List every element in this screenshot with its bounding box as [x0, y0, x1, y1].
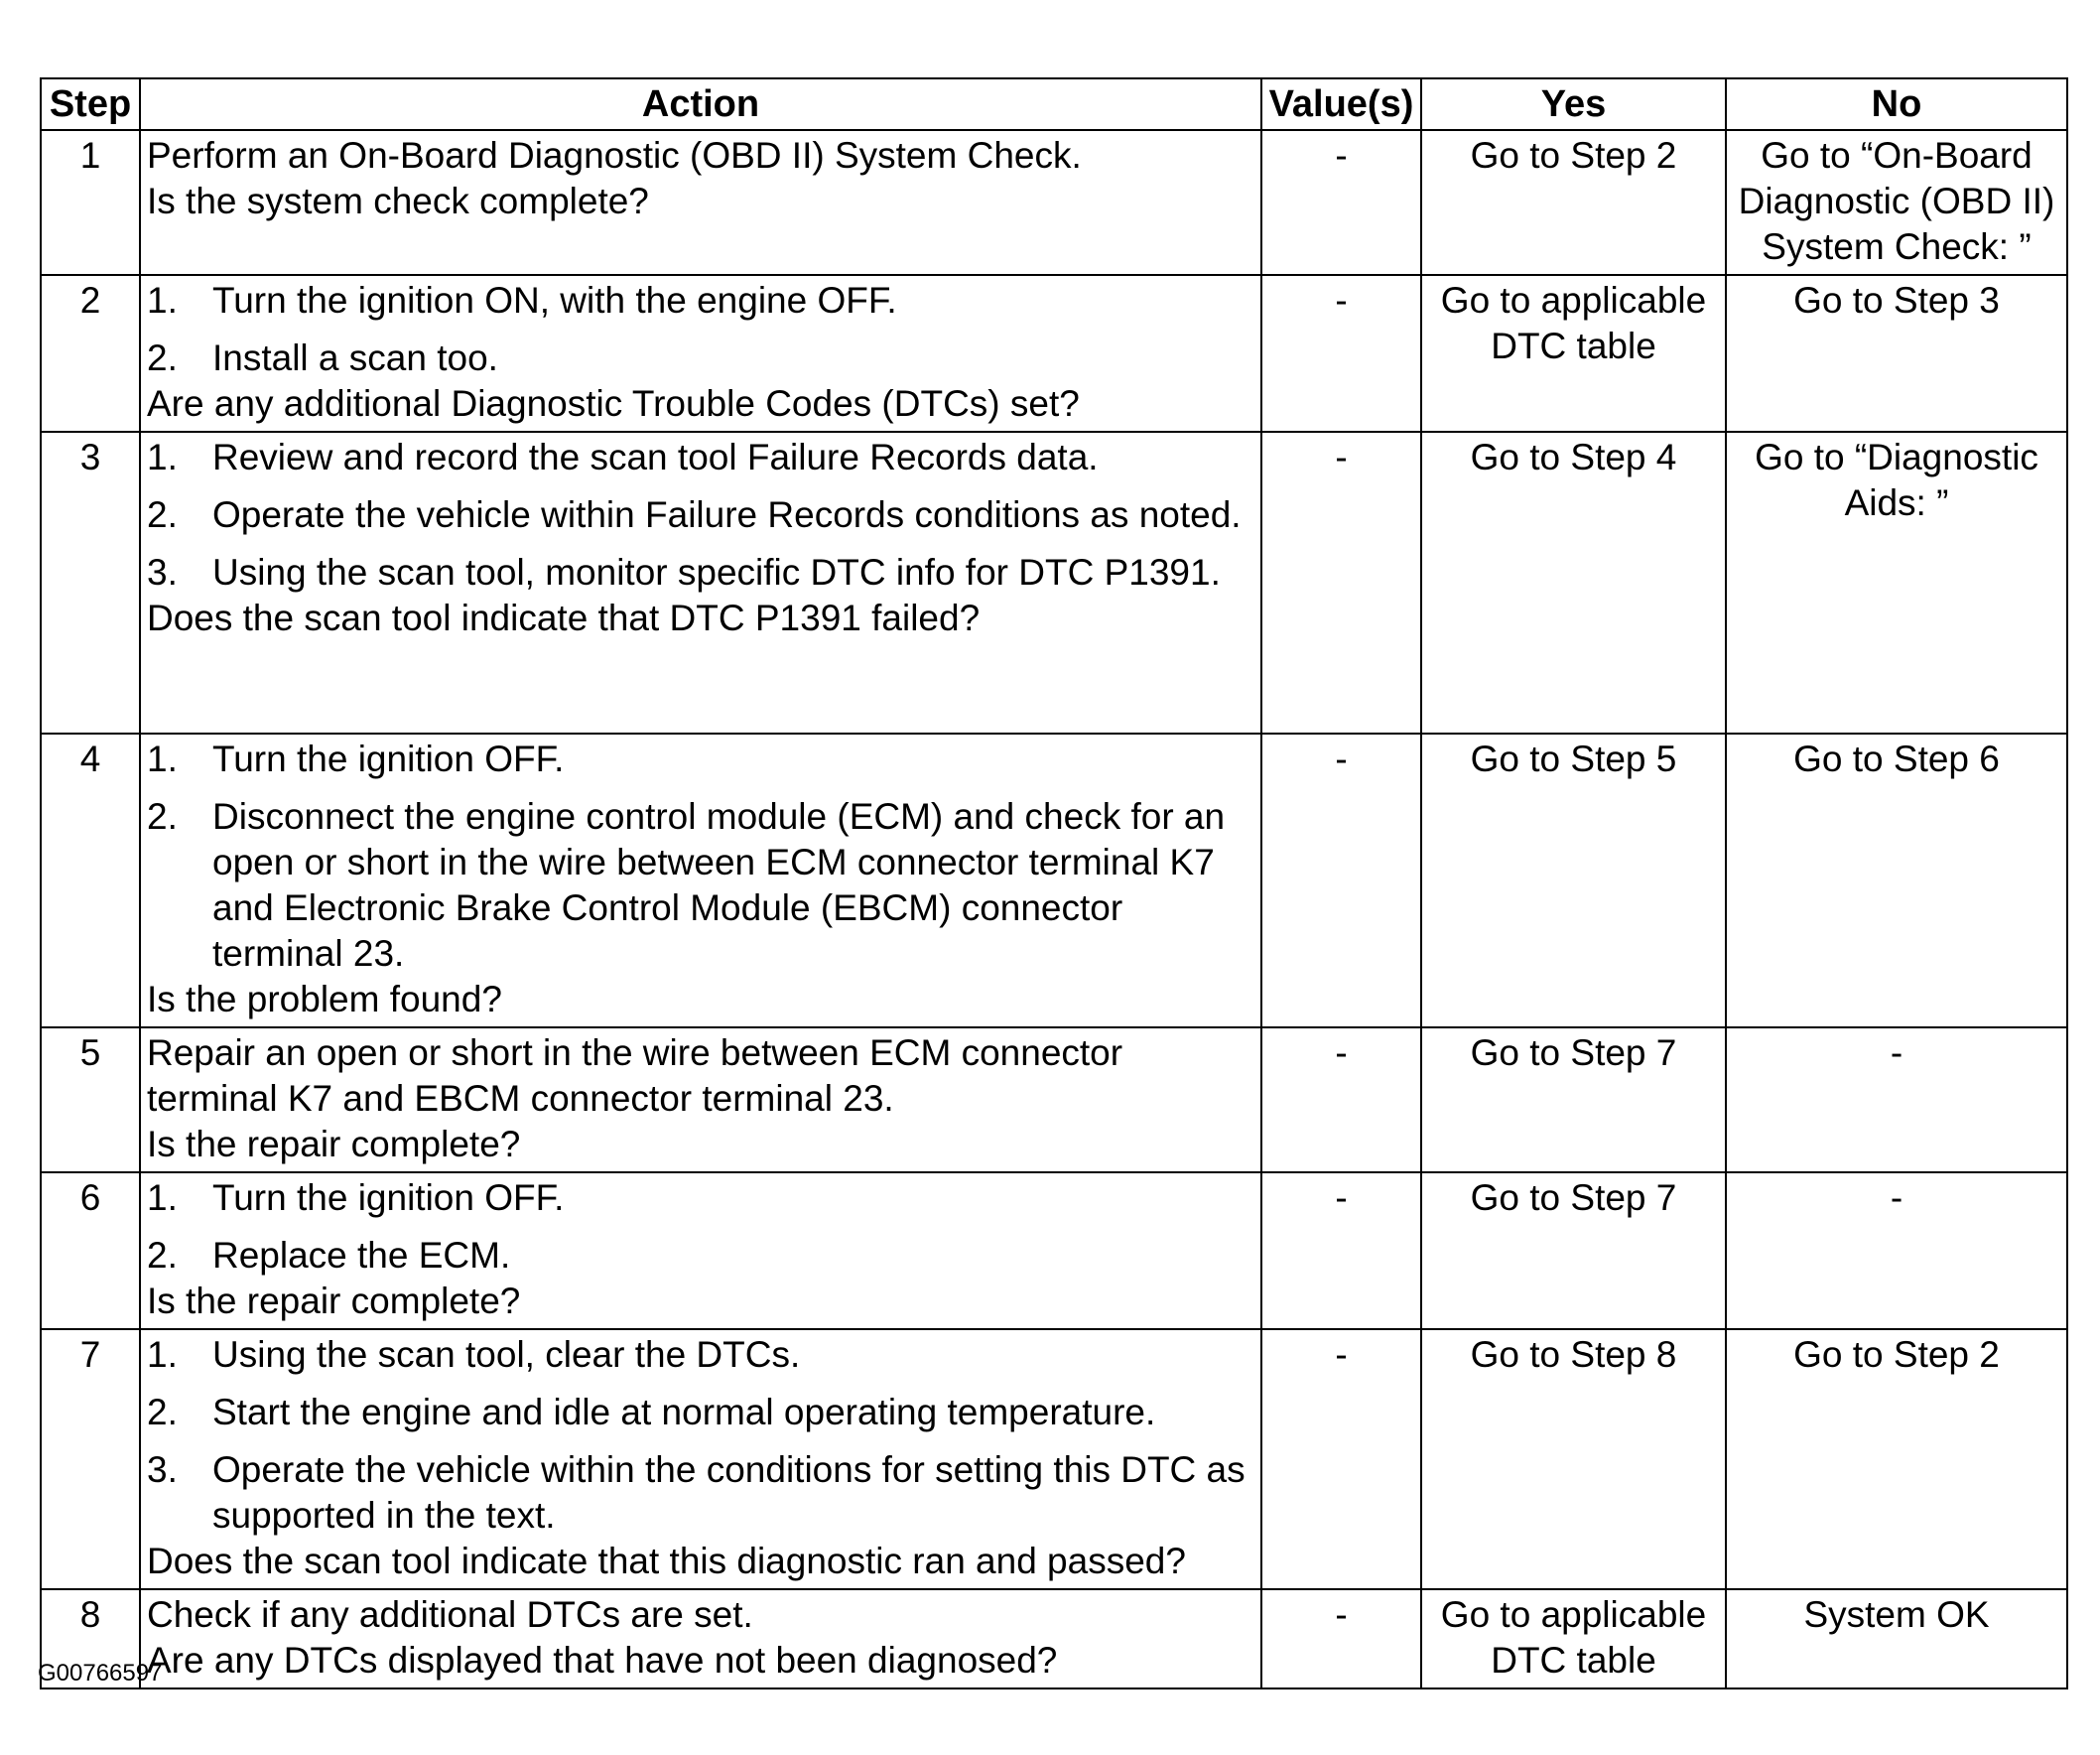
yes-cell: Go to Step 2: [1421, 130, 1726, 275]
action-step-text: Operate the vehicle within Failure Records conditions as noted.: [212, 494, 1242, 535]
action-step-item: [147, 492, 1254, 538]
diagnostic-table: [40, 77, 2068, 1689]
action-step-text: Start the engine and idle at normal operating temperature.: [212, 1392, 1156, 1432]
step-number: 1: [41, 130, 140, 275]
yes-cell: Go to Step 7: [1421, 1027, 1726, 1172]
action-cell: [140, 1589, 1261, 1688]
table-body: [41, 130, 2067, 1688]
table-row: [41, 432, 2067, 734]
values-cell: -: [1261, 734, 1421, 1027]
action-step-item: [147, 336, 1254, 381]
action-step-text: Using the scan tool, monitor specific DTC info for DTC P1391.: [212, 552, 1221, 593]
action-step-item: [147, 1332, 1254, 1378]
action-step-number: 2.: [147, 796, 178, 837]
action-step-item: [147, 1175, 1254, 1221]
action-cell: [140, 130, 1261, 275]
action-step-item: [147, 794, 1254, 977]
values-cell: -: [1261, 1172, 1421, 1329]
action-step-list: [147, 435, 1254, 596]
header-no: No: [1726, 78, 2067, 130]
action-step-item: [147, 1233, 1254, 1279]
action-step-text: Install a scan too.: [212, 338, 498, 378]
values-cell: -: [1261, 1589, 1421, 1688]
action-step-number: 3.: [147, 1449, 178, 1490]
action-step-text: Turn the ignition OFF.: [212, 739, 565, 779]
action-step-item: [147, 737, 1254, 782]
action-step-list: [147, 1175, 1254, 1279]
step-number: 3: [41, 432, 140, 734]
action-step-text: Using the scan tool, clear the DTCs.: [212, 1334, 801, 1375]
header-action: Action: [140, 78, 1261, 130]
step-number: 5: [41, 1027, 140, 1172]
action-step-number: 1.: [147, 280, 178, 321]
action-question: Is the problem found?: [147, 979, 502, 1019]
step-number: 6: [41, 1172, 140, 1329]
action-step-text: Turn the ignition ON, with the engine OFF.: [212, 280, 897, 321]
action-text: Perform an On-Board Diagnostic (OBD II) System Check.: [147, 135, 1082, 176]
values-cell: -: [1261, 130, 1421, 275]
header-values: Value(s): [1261, 78, 1421, 130]
yes-cell: Go to Step 7: [1421, 1172, 1726, 1329]
action-step-item: [147, 435, 1254, 480]
values-cell: -: [1261, 1329, 1421, 1589]
action-step-item: [147, 278, 1254, 324]
action-text: Check if any additional DTCs are set.: [147, 1594, 753, 1635]
action-question: Is the system check complete?: [147, 181, 649, 221]
table-row: [41, 1172, 2067, 1329]
yes-cell: Go to Step 5: [1421, 734, 1726, 1027]
no-cell: -: [1726, 1172, 2067, 1329]
action-step-number: 2.: [147, 1392, 178, 1432]
action-step-text: Operate the vehicle within the conditions for setting this DTC as supported in the text.: [212, 1449, 1246, 1536]
step-number: 8: [41, 1589, 140, 1688]
values-cell: -: [1261, 275, 1421, 432]
figure-id: G00766597: [38, 1660, 163, 1687]
action-question: Is the repair complete?: [147, 1124, 521, 1164]
header-step: Step: [41, 78, 140, 130]
header-yes: Yes: [1421, 78, 1726, 130]
step-number: 4: [41, 734, 140, 1027]
table-row: [41, 1589, 2067, 1688]
yes-cell: Go to Step 8: [1421, 1329, 1726, 1589]
table-header-row: [41, 78, 2067, 130]
yes-cell: Go to applicable DTC table: [1421, 275, 1726, 432]
action-step-number: 1.: [147, 437, 178, 477]
values-cell: -: [1261, 1027, 1421, 1172]
table-row: [41, 1329, 2067, 1589]
action-cell: [140, 734, 1261, 1027]
action-step-text: Replace the ECM.: [212, 1235, 511, 1276]
values-cell: -: [1261, 432, 1421, 734]
table-row: [41, 130, 2067, 275]
table-row: [41, 734, 2067, 1027]
action-step-number: 3.: [147, 552, 178, 593]
no-cell: Go to Step 6: [1726, 734, 2067, 1027]
action-question: Are any DTCs displayed that have not been diagnosed?: [147, 1640, 1058, 1681]
step-number: 2: [41, 275, 140, 432]
action-cell: [140, 432, 1261, 734]
action-cell: [140, 1329, 1261, 1589]
action-cell: [140, 1172, 1261, 1329]
no-cell: System OK: [1726, 1589, 2067, 1688]
action-cell: [140, 275, 1261, 432]
no-cell: Go to Step 3: [1726, 275, 2067, 432]
action-step-number: 2.: [147, 338, 178, 378]
action-step-list: [147, 737, 1254, 977]
action-question: Does the scan tool indicate that this diagnostic ran and passed?: [147, 1541, 1186, 1581]
action-question: Is the repair complete?: [147, 1281, 521, 1321]
no-cell: -: [1726, 1027, 2067, 1172]
action-step-text: Turn the ignition OFF.: [212, 1177, 565, 1218]
table-row: [41, 1027, 2067, 1172]
no-cell: Go to Step 2: [1726, 1329, 2067, 1589]
action-step-number: 1.: [147, 739, 178, 779]
no-cell: Go to “On-Board Diagnostic (OBD II) System Check: ”: [1726, 130, 2067, 275]
action-step-item: [147, 1447, 1254, 1539]
action-step-item: [147, 1390, 1254, 1435]
table-row: [41, 275, 2067, 432]
action-step-text: Disconnect the engine control module (ECM) and check for an open or short in the wire between ECM connector terminal K7 and Electronic Brake Control Module (EBCM) connector terminal 23.: [212, 796, 1226, 974]
action-cell: [140, 1027, 1261, 1172]
action-text: Repair an open or short in the wire between ECM connector terminal K7 and EBCM connector terminal 23.: [147, 1032, 1123, 1119]
action-step-number: 1.: [147, 1334, 178, 1375]
yes-cell: Go to Step 4: [1421, 432, 1726, 734]
action-step-number: 2.: [147, 494, 178, 535]
action-step-list: [147, 278, 1254, 381]
step-number: 7: [41, 1329, 140, 1589]
yes-cell: Go to applicable DTC table: [1421, 1589, 1726, 1688]
action-step-text: Review and record the scan tool Failure Records data.: [212, 437, 1099, 477]
action-step-list: [147, 1332, 1254, 1539]
action-step-item: [147, 550, 1254, 596]
action-step-number: 1.: [147, 1177, 178, 1218]
action-step-number: 2.: [147, 1235, 178, 1276]
action-question: Are any additional Diagnostic Trouble Codes (DTCs) set?: [147, 383, 1080, 424]
action-question: Does the scan tool indicate that DTC P1391 failed?: [147, 598, 981, 638]
no-cell: Go to “Diagnostic Aids: ”: [1726, 432, 2067, 734]
